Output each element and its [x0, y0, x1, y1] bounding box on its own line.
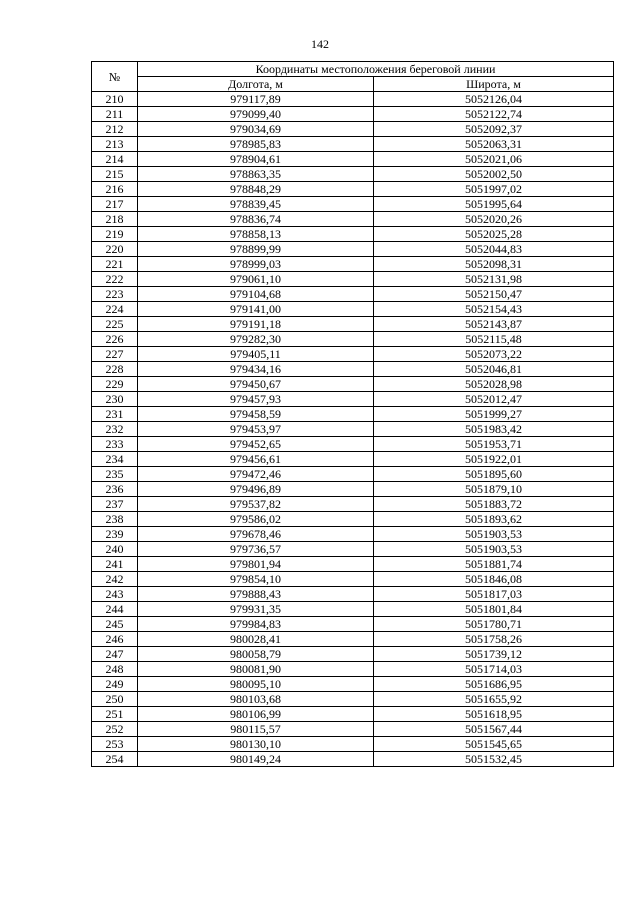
- table-row: [92, 512, 614, 527]
- row-number-cell: 235: [92, 467, 138, 482]
- table-row: [92, 317, 614, 332]
- longitude-cell: 979099,40: [138, 107, 374, 122]
- table-row: [92, 722, 614, 737]
- table-row: [92, 662, 614, 677]
- coordinates-table: [91, 61, 614, 767]
- row-number-cell: 215: [92, 167, 138, 182]
- longitude-cell: 978836,74: [138, 212, 374, 227]
- longitude-cell: 979434,16: [138, 362, 374, 377]
- latitude-cell: 5052020,26: [374, 212, 614, 227]
- row-number-cell: 244: [92, 602, 138, 617]
- coordinates-group-header: Координаты местоположения береговой линии: [138, 62, 614, 77]
- row-number-cell: 220: [92, 242, 138, 257]
- latitude-cell: 5052150,47: [374, 287, 614, 302]
- table-row: [92, 242, 614, 257]
- longitude-cell: 980081,90: [138, 662, 374, 677]
- row-number-cell: 224: [92, 302, 138, 317]
- table-row: [92, 182, 614, 197]
- table-row: [92, 377, 614, 392]
- latitude-cell: 5051893,62: [374, 512, 614, 527]
- longitude-cell: 979537,82: [138, 497, 374, 512]
- table-row: [92, 647, 614, 662]
- table-row: [92, 347, 614, 362]
- row-number-cell: 251: [92, 707, 138, 722]
- row-number-cell: 250: [92, 692, 138, 707]
- longitude-cell: 979678,46: [138, 527, 374, 542]
- longitude-cell: 979456,61: [138, 452, 374, 467]
- table-row: [92, 527, 614, 542]
- row-number-cell: 214: [92, 152, 138, 167]
- latitude-cell: 5051881,74: [374, 557, 614, 572]
- row-number-cell: 245: [92, 617, 138, 632]
- latitude-cell: 5052098,31: [374, 257, 614, 272]
- table-row: [92, 137, 614, 152]
- row-number-cell: 227: [92, 347, 138, 362]
- longitude-cell: 979282,30: [138, 332, 374, 347]
- row-number-cell: 233: [92, 437, 138, 452]
- longitude-cell: 979801,94: [138, 557, 374, 572]
- longitude-cell: 978899,99: [138, 242, 374, 257]
- longitude-cell: 979450,67: [138, 377, 374, 392]
- table-row: [92, 497, 614, 512]
- longitude-cell: 980103,68: [138, 692, 374, 707]
- table-row: [92, 617, 614, 632]
- longitude-cell: 978858,13: [138, 227, 374, 242]
- row-number-cell: 236: [92, 482, 138, 497]
- latitude-cell: 5051846,08: [374, 572, 614, 587]
- latitude-cell: 5051883,72: [374, 497, 614, 512]
- table-row: [92, 122, 614, 137]
- row-number-cell: 230: [92, 392, 138, 407]
- longitude-column-header: Долгота, м: [138, 77, 374, 92]
- row-number-cell: 231: [92, 407, 138, 422]
- latitude-cell: 5052028,98: [374, 377, 614, 392]
- table-row: [92, 167, 614, 182]
- latitude-cell: 5051567,44: [374, 722, 614, 737]
- latitude-cell: 5051655,92: [374, 692, 614, 707]
- longitude-cell: 978839,45: [138, 197, 374, 212]
- table-header: [92, 62, 614, 92]
- row-number-cell: 252: [92, 722, 138, 737]
- table-row: [92, 452, 614, 467]
- latitude-cell: 5051903,53: [374, 527, 614, 542]
- latitude-cell: 5052092,37: [374, 122, 614, 137]
- latitude-cell: 5051999,27: [374, 407, 614, 422]
- latitude-cell: 5052073,22: [374, 347, 614, 362]
- table-row: [92, 362, 614, 377]
- latitude-cell: 5051817,03: [374, 587, 614, 602]
- row-number-cell: 221: [92, 257, 138, 272]
- table-row: [92, 287, 614, 302]
- latitude-cell: 5052122,74: [374, 107, 614, 122]
- table-row: [92, 332, 614, 347]
- latitude-cell: 5052025,28: [374, 227, 614, 242]
- table-row: [92, 392, 614, 407]
- row-number-cell: 226: [92, 332, 138, 347]
- row-number-cell: 237: [92, 497, 138, 512]
- table-row: [92, 587, 614, 602]
- row-number-cell: 232: [92, 422, 138, 437]
- latitude-cell: 5052143,87: [374, 317, 614, 332]
- row-number-cell: 238: [92, 512, 138, 527]
- table-row: [92, 92, 614, 107]
- longitude-cell: 979061,10: [138, 272, 374, 287]
- row-number-cell: 219: [92, 227, 138, 242]
- longitude-cell: 979931,35: [138, 602, 374, 617]
- longitude-cell: 978999,03: [138, 257, 374, 272]
- latitude-cell: 5052021,06: [374, 152, 614, 167]
- table-row: [92, 152, 614, 167]
- longitude-cell: 979191,18: [138, 317, 374, 332]
- longitude-cell: 979854,10: [138, 572, 374, 587]
- latitude-cell: 5052154,43: [374, 302, 614, 317]
- latitude-cell: 5051922,01: [374, 452, 614, 467]
- longitude-cell: 979984,83: [138, 617, 374, 632]
- longitude-cell: 979736,57: [138, 542, 374, 557]
- row-number-cell: 242: [92, 572, 138, 587]
- longitude-cell: 979141,00: [138, 302, 374, 317]
- table-row: [92, 107, 614, 122]
- row-number-cell: 253: [92, 737, 138, 752]
- longitude-cell: 980058,79: [138, 647, 374, 662]
- latitude-cell: 5051995,64: [374, 197, 614, 212]
- table-row: [92, 272, 614, 287]
- table-row: [92, 407, 614, 422]
- row-number-cell: 228: [92, 362, 138, 377]
- row-number-cell: 216: [92, 182, 138, 197]
- table-body: [92, 92, 614, 767]
- latitude-cell: 5051953,71: [374, 437, 614, 452]
- row-number-cell: 246: [92, 632, 138, 647]
- latitude-cell: 5051714,03: [374, 662, 614, 677]
- row-number-cell: 240: [92, 542, 138, 557]
- latitude-cell: 5051780,71: [374, 617, 614, 632]
- latitude-cell: 5052131,98: [374, 272, 614, 287]
- row-number-cell: 247: [92, 647, 138, 662]
- longitude-cell: 978985,83: [138, 137, 374, 152]
- table-row: [92, 302, 614, 317]
- table-row: [92, 737, 614, 752]
- longitude-cell: 980130,10: [138, 737, 374, 752]
- latitude-cell: 5052044,83: [374, 242, 614, 257]
- latitude-cell: 5051532,45: [374, 752, 614, 767]
- row-number-cell: 254: [92, 752, 138, 767]
- row-number-cell: 249: [92, 677, 138, 692]
- latitude-cell: 5052126,04: [374, 92, 614, 107]
- latitude-cell: 5051801,84: [374, 602, 614, 617]
- longitude-cell: 979405,11: [138, 347, 374, 362]
- longitude-cell: 978848,29: [138, 182, 374, 197]
- longitude-cell: 979453,97: [138, 422, 374, 437]
- table-row: [92, 572, 614, 587]
- latitude-cell: 5051686,95: [374, 677, 614, 692]
- row-number-cell: 222: [92, 272, 138, 287]
- number-column-header: №: [92, 62, 138, 92]
- row-number-cell: 217: [92, 197, 138, 212]
- table-row: [92, 422, 614, 437]
- latitude-cell: 5051739,12: [374, 647, 614, 662]
- row-number-cell: 212: [92, 122, 138, 137]
- table-row: [92, 632, 614, 647]
- latitude-cell: 5052115,48: [374, 332, 614, 347]
- table-row: [92, 677, 614, 692]
- row-number-cell: 241: [92, 557, 138, 572]
- latitude-cell: 5051903,53: [374, 542, 614, 557]
- longitude-cell: 978904,61: [138, 152, 374, 167]
- latitude-cell: 5051997,02: [374, 182, 614, 197]
- table-row: [92, 257, 614, 272]
- table-row: [92, 542, 614, 557]
- longitude-cell: 979457,93: [138, 392, 374, 407]
- latitude-cell: 5051618,95: [374, 707, 614, 722]
- longitude-cell: 979496,89: [138, 482, 374, 497]
- table-row: [92, 197, 614, 212]
- row-number-cell: 234: [92, 452, 138, 467]
- longitude-cell: 979034,69: [138, 122, 374, 137]
- row-number-cell: 210: [92, 92, 138, 107]
- latitude-cell: 5051879,10: [374, 482, 614, 497]
- row-number-cell: 239: [92, 527, 138, 542]
- longitude-cell: 979586,02: [138, 512, 374, 527]
- row-number-cell: 248: [92, 662, 138, 677]
- longitude-cell: 979472,46: [138, 467, 374, 482]
- table-row: [92, 467, 614, 482]
- row-number-cell: 229: [92, 377, 138, 392]
- longitude-cell: 979888,43: [138, 587, 374, 602]
- latitude-cell: 5052046,81: [374, 362, 614, 377]
- longitude-cell: 980095,10: [138, 677, 374, 692]
- table-row: [92, 482, 614, 497]
- row-number-cell: 225: [92, 317, 138, 332]
- latitude-cell: 5052002,50: [374, 167, 614, 182]
- longitude-cell: 980115,57: [138, 722, 374, 737]
- longitude-cell: 979104,68: [138, 287, 374, 302]
- table-row: [92, 602, 614, 617]
- table-row: [92, 707, 614, 722]
- row-number-cell: 243: [92, 587, 138, 602]
- latitude-cell: 5051545,65: [374, 737, 614, 752]
- latitude-cell: 5051895,60: [374, 467, 614, 482]
- table-row: [92, 692, 614, 707]
- row-number-cell: 218: [92, 212, 138, 227]
- latitude-cell: 5052012,47: [374, 392, 614, 407]
- longitude-cell: 980149,24: [138, 752, 374, 767]
- longitude-cell: 979452,65: [138, 437, 374, 452]
- latitude-cell: 5051758,26: [374, 632, 614, 647]
- longitude-cell: 979458,59: [138, 407, 374, 422]
- table-row: [92, 437, 614, 452]
- longitude-cell: 979117,89: [138, 92, 374, 107]
- latitude-cell: 5052063,31: [374, 137, 614, 152]
- row-number-cell: 213: [92, 137, 138, 152]
- table-row: [92, 752, 614, 767]
- longitude-cell: 978863,35: [138, 167, 374, 182]
- table-row: [92, 212, 614, 227]
- row-number-cell: 223: [92, 287, 138, 302]
- latitude-cell: 5051983,42: [374, 422, 614, 437]
- longitude-cell: 980106,99: [138, 707, 374, 722]
- table-row: [92, 557, 614, 572]
- latitude-column-header: Широта, м: [374, 77, 614, 92]
- row-number-cell: 211: [92, 107, 138, 122]
- longitude-cell: 980028,41: [138, 632, 374, 647]
- table-row: [92, 227, 614, 242]
- page-number: 142: [311, 37, 329, 51]
